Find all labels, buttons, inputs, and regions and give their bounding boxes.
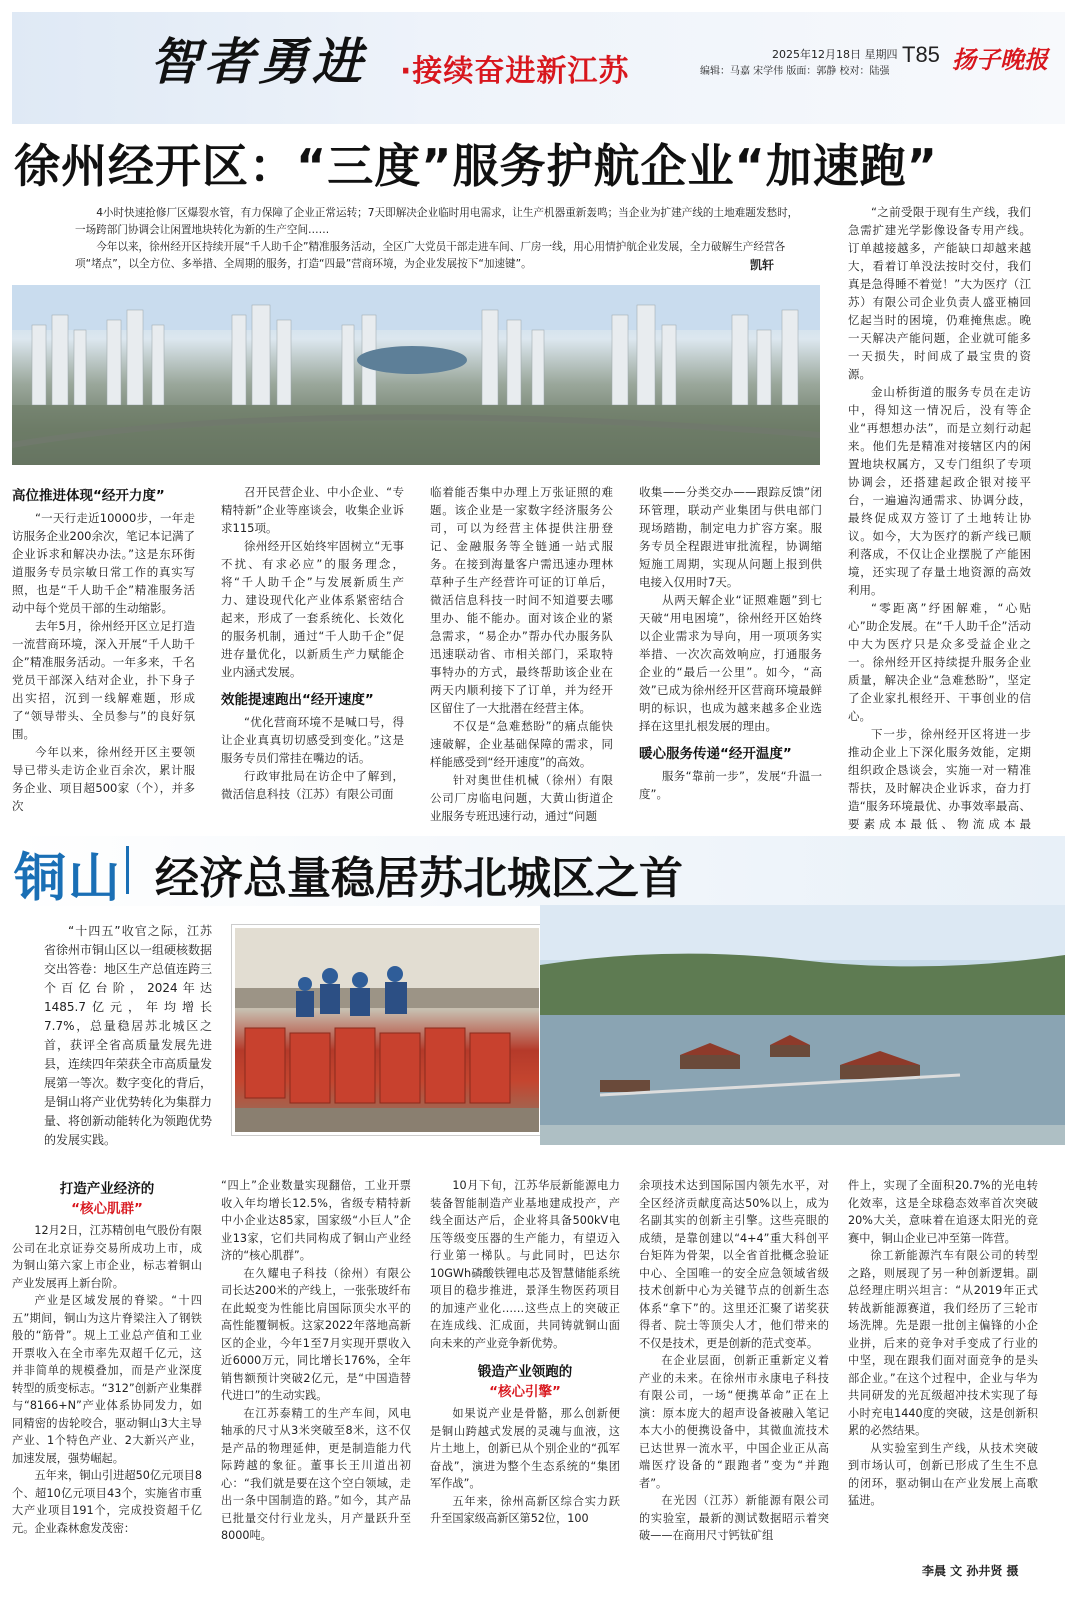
article1-author: 凯轩	[750, 258, 775, 272]
paragraph: 徐工新能源汽车有限公司的转型之路，则展现了另一种创新逻辑。副总经理庄明兴坦言：“从2019年正式转战新能源赛道，我们经历了三轮市场洗牌。先是跟一批创主偏锋的小企业拼，后来的竞争对手变成了行业的中坚，现在跟我们面对面竞争的是头部企业。”在这个过程中，企业与华为共同研发的光瓦级超冲技术实现了每小时充电1440度的突破，这是创新积累的必然结果。	[848, 1249, 1038, 1437]
paragraph: 行政审批局在访企中了解到，微活信息科技（江苏）有限公司面	[221, 769, 404, 801]
paragraph: 五年来，铜山引进超50亿元项目8个、超10亿元项目43个，实施省市重大产业项目191个，完成投资超千亿元。企业森林愈发茂密：	[12, 1469, 202, 1535]
paragraph: 服务“靠前一步”，发展“升温一度”。	[639, 769, 822, 801]
article1-subheading-2: 效能提速跑出“经开速度”	[221, 692, 374, 708]
article1-column-5	[848, 203, 1031, 851]
paragraph: “之前受限于现有生产线，我们急需扩建光学影像设备专用产线。订单越接越多，产能缺口却越来越大，看着订单没法按时交付，我们真是急得睡不着觉！”大为医疗（江苏）有限公司企业负责人盛亚楠回忆起当时的困境，仍难掩焦虑。晚一天解决产能问题，企业就可能多一天损失，时间成了最宝贵的资源。	[848, 205, 1031, 381]
article2-subheading-2b-wrap	[430, 1384, 620, 1402]
paragraph: “零距离”纾困解难，“心贴心”助企发展。在“千人助千企”活动中大为医疗只是众多受益企业之一。徐州经开区持续提升服务企业质量，解决企业“急难愁盼”，坚定了企业家扎根经开、干事创业的信心。	[848, 601, 1031, 723]
article2-column-5	[848, 1177, 1038, 1510]
paragraph: 在久耀电子科技（徐州）有限公司长达200米的产线上，一张张玻纤布在此蜕变为性能比肩国际顶尖水平的高性能覆铜板。这家2022年落地高新区的企业，今年1至7月实现开票收入近6000万元，同比增长176%，全年销售额预计突破2亿元，是“中国造替代进口”的生动实践。	[221, 1266, 411, 1402]
lake-pavilion-photo	[540, 905, 1065, 1145]
paragraph: “十四五”收官之际，江苏省徐州市铜山区以一组硬核数据交出答卷：地区生产总值连跨三个百亿台阶，2024年达1485.7亿元，年均增长7.7%，总量稳居苏北城区之首，获评全省高质量发展先进县，连续四年荣获全市高质量发展第一等次。数字变化的背后，是铜山将产业优势转化为集群力量、将创新动能转化为领跑优势的发展实践。	[44, 924, 213, 1147]
article1-column-3	[430, 483, 613, 825]
lake-illustration	[540, 905, 1065, 1145]
issue-date: 2025年12月18日 星期四	[772, 48, 898, 61]
article2-column-1	[12, 1177, 202, 1537]
article2-column-3	[430, 1177, 620, 1528]
masthead-tagline: ·接续奋进新江苏	[400, 54, 630, 89]
article1-subheading-3: 暖心服务传递“经开温度”	[639, 746, 792, 762]
article2-column-2	[221, 1177, 411, 1545]
article2-headline: 经济总量稳居苏北城区之首	[155, 853, 683, 904]
article2-subheading-1b: “核心肌群”	[71, 1200, 143, 1217]
paragraph: “一天行走近10000步，一年走访服务企业200余次，笔记本记满了企业诉求和解决办法。”这是东环街道服务专员宗敏日常工作的真实写照，也是“千人助千企”精准服务活动中每个党员干部的生动缩影。	[12, 511, 195, 615]
paragraph: 件上，实现了全面积20.7%的光电转化效率，这是全球稳态效率首次突破20%大关，意味着在追逐太阳光的竞赛中，铜山企业已冲至第一阵营。	[848, 1179, 1038, 1245]
paragraph: 不仅是“急难愁盼”的痛点能快速破解，企业基础保障的需求，同样能感受到“经开速度”的高效。	[430, 719, 613, 769]
title-divider	[126, 846, 129, 894]
article2-subheading-1b-wrap	[12, 1201, 202, 1219]
article1-subheading-1: 高位推进体现“经开力度”	[12, 488, 165, 504]
article2-column-4	[639, 1177, 829, 1545]
article2-subheading-2a: 锻造产业领跑的	[477, 1364, 573, 1380]
article2-subheading-2b: “核心引擎”	[489, 1383, 561, 1400]
aerial-city-photo	[12, 285, 820, 465]
article2-lead	[44, 922, 212, 1150]
editor-credits: 编辑：马嘉 宋学伟 版面：郭静 校对：陆强	[700, 66, 890, 77]
paragraph: 去年5月，徐州经开区立足打造一流营商环境，深入开展“千人助千企”精准服务活动。一年多来，千名党员干部深入结对企业，扑下身子出实招，沉到一线解难题，形成了“领导带头、全员参与”的良好氛围。	[12, 619, 195, 741]
aerial-city-illustration	[12, 285, 820, 465]
paragraph: 在光因（江苏）新能源有限公司的实验室，最新的测试数据昭示着突破——在商用尺寸钙钛矿组	[639, 1494, 829, 1542]
paragraph: 下一步，徐州经开区将进一步推动企业上下深化服务效能，定期组织政企恳谈会，实施一对一精准帮扶，及时解决企业诉求，奋力打造“服务环境最优、办事效率最高、要素成本最低、物流成本最	[848, 727, 1031, 831]
page-number: T85	[902, 42, 940, 67]
article1-column-2	[221, 483, 404, 803]
paragraph: 针对奥世佳机械（徐州）有限公司厂房临电问题，大黄山街道企业服务专班迅速行动，通过“问题	[430, 773, 613, 823]
paragraph: 从实验室到生产线，从技术突破到市场认可，创新已形成了生生不息的闭环，驱动铜山在产业发展上高歌猛进。	[848, 1441, 1038, 1507]
paragraph: 如果说产业是骨骼，那么创新便是铜山跨越式发展的灵魂与血液，这片土地上，创新已从个别企业的“孤军奋战”，演进为整个生态系统的“集团军作战”。	[430, 1407, 620, 1490]
paragraph: 收集——分类交办——跟踪反馈”闭环管理，联动产业集团与供电部门现场踏勘，制定电力扩容方案。服务专员全程跟进审批流程，协调缩短施工周期，实现从问题上报到供电接入仅用时7天。	[639, 485, 822, 589]
paragraph: 产业是区域发展的脊梁。“十四五”期间，铜山为这片脊梁注入了钢铁般的“筋骨”。规上工业总产值和工业开票收入在全市率先双超千亿元，这并非简单的规模叠加，而是产业深度转型的质变标志。“312”创新产业集群与“8166+N”产业体系协同发力，如同精密的齿轮咬合，驱动铜山3大主导产业、1个特色产业、2大新兴产业，加速发展，强势崛起。	[12, 1294, 202, 1465]
factory-illustration	[235, 928, 539, 1132]
paragraph: 在企业层面，创新正重新定义着产业的未来。在徐州市永康电子科技有限公司，一场“便携革命”正在上演：原本庞大的超声设备被融入笔记本大小的便携设备中，其微血流技术已达世界一流水平，中国企业正从高端医疗设备的“跟跑者”变为“并跑者”。	[639, 1354, 829, 1490]
paragraph: 余项技术达到国际国内领先水平，对全区经济贡献度高达50%以上，成为名副其实的创新主引擎。这些亮眼的成绩，是靠创建以“4+4”重大科创平台矩阵为骨架，以全省首批概念验证中心、全国唯一的安全应急领域省级技术创新中心为关键节点的创新生态体系“拿下”的。这里还汇聚了诺奖获得者、院士等顶尖人才，他们带来的不仅是技术，更是创新的范式变革。	[639, 1179, 829, 1350]
paragraph: “四上”企业数量实现翻倍，工业开票收入年均增长12.5%，省级专精特新中小企业达85家，国家级“小巨人”企业13家，它们共同构成了铜山产业经济的“核心肌群”。	[221, 1179, 411, 1262]
masthead-script-title: 智者勇进	[150, 32, 366, 91]
article1-column-1	[12, 483, 195, 815]
paragraph: 今年以来，徐州经开区主要领导已带头走访企业百余次，累计服务企业、项目超500家（个），并多次	[12, 745, 195, 813]
factory-workers-photo	[232, 925, 542, 1135]
paragraph: 12月2日，江苏精创电气股份有限公司在北京证券交易所成功上市，成为铜山第六家上市企业，标志着铜山产业发展再上新台阶。	[12, 1224, 202, 1290]
article2-byline: 李晨 文 孙井贤 摄	[922, 1564, 1019, 1578]
paragraph: “优化营商环境不是喊口号，得让企业真真切切感受到变化。”这是服务专员们常挂在嘴边的话。	[221, 715, 404, 765]
article2-subheading-1a: 打造产业经济的	[59, 1181, 155, 1197]
paragraph: 从两天解企业“证照难题”到七天破“用电困境”，徐州经开区始终以企业需求为导向，用一项项务实举措、一次次高效响应，打通服务企业的“最后一公里”。如今，“高效”已成为徐州经开区营商环境最鲜明的标识，也成为越来越多企业选择在这里扎根发展的理由。	[639, 593, 822, 733]
paragraph: 临着能否集中办理上万张证照的难题。该企业是一家数字经济服务公司，可以为经营主体提供注册登记、金融服务等全链通一站式服务。在接到海量客户需迅速办理林草种子生产经营许可证的订单后，微活信息科技一时间不知道要去哪里办、能不能办。面对该企业的紧急需求，“易企办”帮办代办服务队迅速联动省、市相关部门，采取特事特办的方式，最终帮助该企业在两天内顺利接下了订单，并为经开区留住了一大批潜在经营主体。	[430, 485, 613, 715]
article1-headline: 徐州经开区：“三度”服务护航企业“加速跑”	[14, 139, 938, 193]
paragraph: 召开民营企业、中小企业、“专精特新”企业等座谈会，收集企业诉求115项。	[221, 485, 404, 535]
paragraph: 金山桥街道的服务专员在走访中，得知这一情况后，没有等企业“再想想办法”，而是立刻行动起来。他们先是精准对接辖区内的闲置地块权属方，又专门组织了专项协调会，还搭建起政企银对接平台，一遍遍沟通需求、协调分歧，最终促成双方签订了土地转让协议。如今，大为医疗的新产线已顺利落成，不仅让企业摆脱了产能困境，还实现了存量土地资源的高效利用。	[848, 385, 1031, 597]
article1-lead-p1: 4小时快速抢修厂区爆裂水管，有力保障了企业正常运转；7天即解决企业临时用电需求，让生产机器重新轰鸣；当企业为扩建产线的土地难题发愁时，一场跨部门协调会让闲置地块转化为新的生产空间……	[75, 207, 799, 236]
paragraph: 在江苏泰精工的生产车间，风电轴承的尺寸从3米突破至8米，这不仅是产品的物理延伸，更是制造能力代际跨越的象征。董事长王川道出初心：“我们就是要在这个空白领域，走出一条中国制造的路。”如今，其产品已批量交付行业龙头，月产量跃升至8000吨。	[221, 1406, 411, 1542]
article1-column-4	[639, 483, 822, 803]
paragraph: 徐州经开区始终牢固树立“无事不扰、有求必应”的服务理念，将“千人助千企”与发展新质生产力、建设现代化产业体系紧密结合起来，形成了一套系统化、长效化的服务机制，通过“千人助千企”促进存量优化，以新质生产力赋能企业内涵式发展。	[221, 539, 404, 679]
paragraph: 10月下旬，江苏华辰新能源电力装备智能制造产业基地建成投产，产线全面达产后，企业将具备500kV电压等级变压器的生产能力，有望迈入行业第一梯队。与此同时，巴达尔10GWh磷酸铁锂电芯及智慧储能系统项目的稳步推进，景泽生物医药项目的加速产业化……这些点上的突破正在连成线、汇成面，共同铸就铜山面向未来的产业竞争新优势。	[430, 1179, 620, 1350]
article2-place-title: 铜山	[14, 849, 123, 909]
newspaper-logo: 扬子晚报	[952, 45, 1048, 74]
article1-lead-p2: 今年以来，徐州经开区持续开展“千人助千企”精准服务活动，全区广大党员干部走进车间、厂房一线，用心用情护航企业发展，全力破解生产经营各项“堵点”，以全方位、多举措、全周期的服务，打造“四最”营商环境，为企业发展按下“加速键”。	[75, 241, 786, 270]
paragraph: 五年来，徐州高新区综合实力跃升至国家级高新区第52位，100	[430, 1494, 620, 1525]
